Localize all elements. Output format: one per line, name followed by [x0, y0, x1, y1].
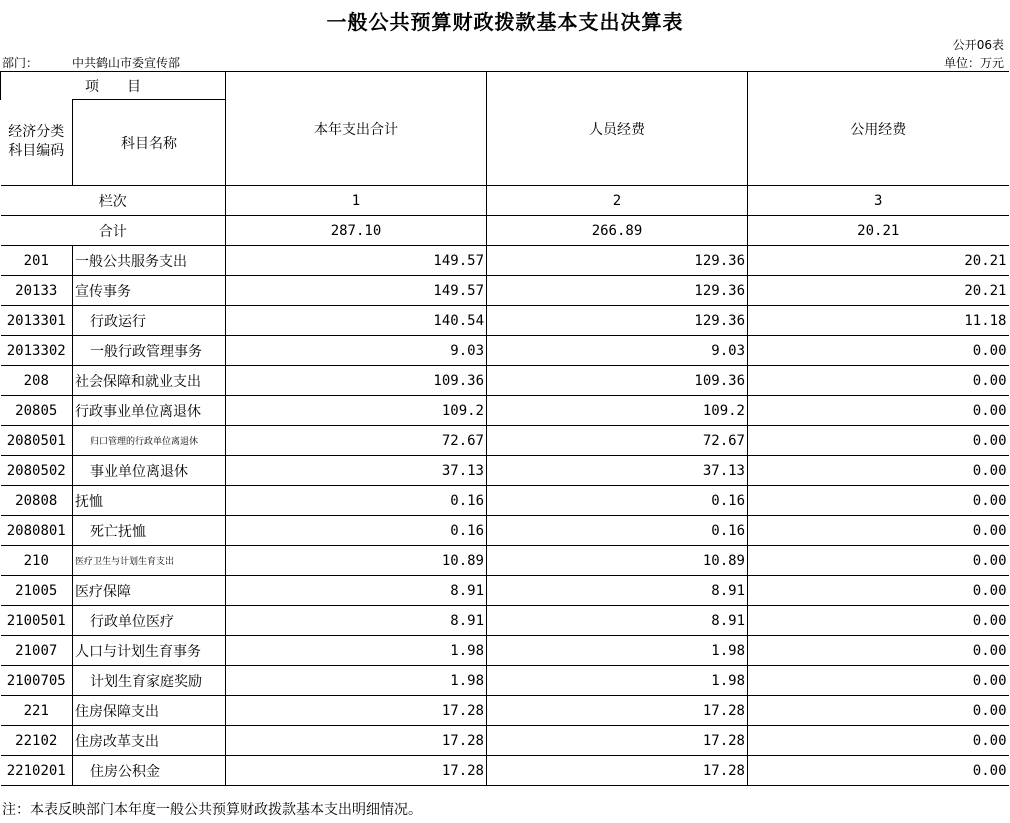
lanci-1: 1	[226, 186, 487, 216]
row-name: 社会保障和就业支出	[73, 366, 226, 396]
row-public: 0.00	[748, 636, 1009, 666]
col-header-personnel: 人员经费	[487, 72, 748, 186]
row-code: 20805	[1, 396, 73, 426]
header-row-1	[1, 72, 1009, 100]
row-code: 2080502	[1, 456, 73, 486]
row-public: 0.00	[748, 336, 1009, 366]
col-header-total: 本年支出合计	[226, 72, 487, 186]
row-total: 0.16	[226, 516, 487, 546]
table-row	[1, 456, 1009, 486]
row-public: 0.00	[748, 726, 1009, 756]
row-public: 0.00	[748, 606, 1009, 636]
row-code: 210	[1, 546, 73, 576]
row-total: 1.98	[226, 666, 487, 696]
row-personnel: 1.98	[487, 666, 748, 696]
row-personnel: 8.91	[487, 576, 748, 606]
row-name: 死亡抚恤	[73, 516, 226, 546]
lanci-row	[1, 186, 1009, 216]
lanci-2: 2	[487, 186, 748, 216]
row-code: 2013302	[1, 336, 73, 366]
table-row	[1, 516, 1009, 546]
row-personnel: 10.89	[487, 546, 748, 576]
row-personnel: 17.28	[487, 756, 748, 786]
page-title: 一般公共预算财政拨款基本支出决算表	[326, 10, 684, 34]
row-personnel: 129.36	[487, 276, 748, 306]
row-name: 医疗保障	[73, 576, 226, 606]
table-row	[1, 756, 1009, 786]
row-name: 住房保障支出	[73, 696, 226, 726]
row-personnel: 0.16	[487, 516, 748, 546]
row-public: 0.00	[748, 366, 1009, 396]
row-total: 1.98	[226, 636, 487, 666]
row-name: 住房改革支出	[73, 726, 226, 756]
table-row	[1, 486, 1009, 516]
row-name: 行政单位医疗	[73, 606, 226, 636]
col-header-public: 公用经费	[748, 72, 1009, 186]
row-name: 一般行政管理事务	[73, 336, 226, 366]
row-total: 149.57	[226, 246, 487, 276]
row-total: 17.28	[226, 726, 487, 756]
row-personnel: 17.28	[487, 696, 748, 726]
row-public: 0.00	[748, 576, 1009, 606]
row-total: 140.54	[226, 306, 487, 336]
row-total: 17.28	[226, 696, 487, 726]
table-row	[1, 636, 1009, 666]
row-personnel: 9.03	[487, 336, 748, 366]
row-name: 一般公共服务支出	[73, 246, 226, 276]
item-group-header: 项 目	[1, 72, 226, 100]
row-personnel: 109.2	[487, 396, 748, 426]
row-name: 宣传事务	[73, 276, 226, 306]
table-row	[1, 276, 1009, 306]
table-row	[1, 426, 1009, 456]
row-total: 10.89	[226, 546, 487, 576]
row-personnel: 0.16	[487, 486, 748, 516]
row-code: 2013301	[1, 306, 73, 336]
row-personnel: 37.13	[487, 456, 748, 486]
total-value-2: 266.89	[487, 216, 748, 246]
row-public: 0.00	[748, 546, 1009, 576]
department-name: 中共鹤山市委宣传部	[72, 56, 181, 70]
row-public: 20.21	[748, 276, 1009, 306]
row-public: 0.00	[748, 516, 1009, 546]
table-row	[1, 576, 1009, 606]
row-name: 行政运行	[73, 306, 226, 336]
row-public: 0.00	[748, 426, 1009, 456]
row-public: 11.18	[748, 306, 1009, 336]
row-personnel: 8.91	[487, 606, 748, 636]
row-code: 21007	[1, 636, 73, 666]
row-name: 计划生育家庭奖励	[73, 666, 226, 696]
row-personnel: 109.36	[487, 366, 748, 396]
row-personnel: 72.67	[487, 426, 748, 456]
table-row	[1, 396, 1009, 426]
row-public: 20.21	[748, 246, 1009, 276]
table-row	[1, 246, 1009, 276]
table-row	[1, 306, 1009, 336]
row-total: 72.67	[226, 426, 487, 456]
table-row	[1, 726, 1009, 756]
row-name: 人口与计划生育事务	[73, 636, 226, 666]
department-label: 部门：	[2, 56, 39, 70]
row-total: 17.28	[226, 756, 487, 786]
code-col-header: 经济分类 科目编码	[1, 100, 73, 186]
row-name: 抚恤	[73, 486, 226, 516]
row-code: 2210201	[1, 756, 73, 786]
row-public: 0.00	[748, 666, 1009, 696]
row-total: 9.03	[226, 336, 487, 366]
row-code: 22102	[1, 726, 73, 756]
row-code: 208	[1, 366, 73, 396]
row-code: 2100501	[1, 606, 73, 636]
row-code: 201	[1, 246, 73, 276]
unit-label: 单位：万元	[943, 56, 1004, 70]
row-personnel: 1.98	[487, 636, 748, 666]
table-row	[1, 336, 1009, 366]
row-personnel: 17.28	[487, 726, 748, 756]
row-personnel: 129.36	[487, 246, 748, 276]
row-code: 2100705	[1, 666, 73, 696]
row-code: 21005	[1, 576, 73, 606]
name-col-header: 科目名称	[73, 100, 226, 186]
row-name: 归口管理的行政单位离退休	[73, 426, 226, 456]
row-code: 221	[1, 696, 73, 726]
total-row	[1, 216, 1009, 246]
row-public: 0.00	[748, 696, 1009, 726]
table-row	[1, 696, 1009, 726]
row-public: 0.00	[748, 396, 1009, 426]
lanci-3: 3	[748, 186, 1009, 216]
row-name: 住房公积金	[73, 756, 226, 786]
total-value-1: 287.10	[226, 216, 487, 246]
row-code: 20133	[1, 276, 73, 306]
row-code: 2080801	[1, 516, 73, 546]
row-code: 20808	[1, 486, 73, 516]
row-public: 0.00	[748, 756, 1009, 786]
row-name: 行政事业单位离退休	[73, 396, 226, 426]
table-row	[1, 606, 1009, 636]
expenditure-table	[0, 71, 1009, 786]
row-total: 109.2	[226, 396, 487, 426]
total-label: 合计	[1, 216, 226, 246]
table-row	[1, 546, 1009, 576]
row-total: 37.13	[226, 456, 487, 486]
row-name: 事业单位离退休	[73, 456, 226, 486]
table-row	[1, 366, 1009, 396]
row-public: 0.00	[748, 486, 1009, 516]
row-total: 0.16	[226, 486, 487, 516]
table-row	[1, 666, 1009, 696]
form-code: 公开06表	[952, 38, 1004, 52]
row-code: 2080501	[1, 426, 73, 456]
row-total: 8.91	[226, 576, 487, 606]
row-personnel: 129.36	[487, 306, 748, 336]
row-total: 149.57	[226, 276, 487, 306]
footer-note: 注：本表反映部门本年度一般公共预算财政拨款基本支出明细情况。	[2, 802, 422, 818]
row-public: 0.00	[748, 456, 1009, 486]
row-total: 8.91	[226, 606, 487, 636]
lanci-label: 栏次	[1, 186, 226, 216]
row-name: 医疗卫生与计划生育支出	[73, 546, 226, 576]
department-line	[2, 54, 180, 71]
total-value-3: 20.21	[748, 216, 1009, 246]
row-total: 109.36	[226, 366, 487, 396]
